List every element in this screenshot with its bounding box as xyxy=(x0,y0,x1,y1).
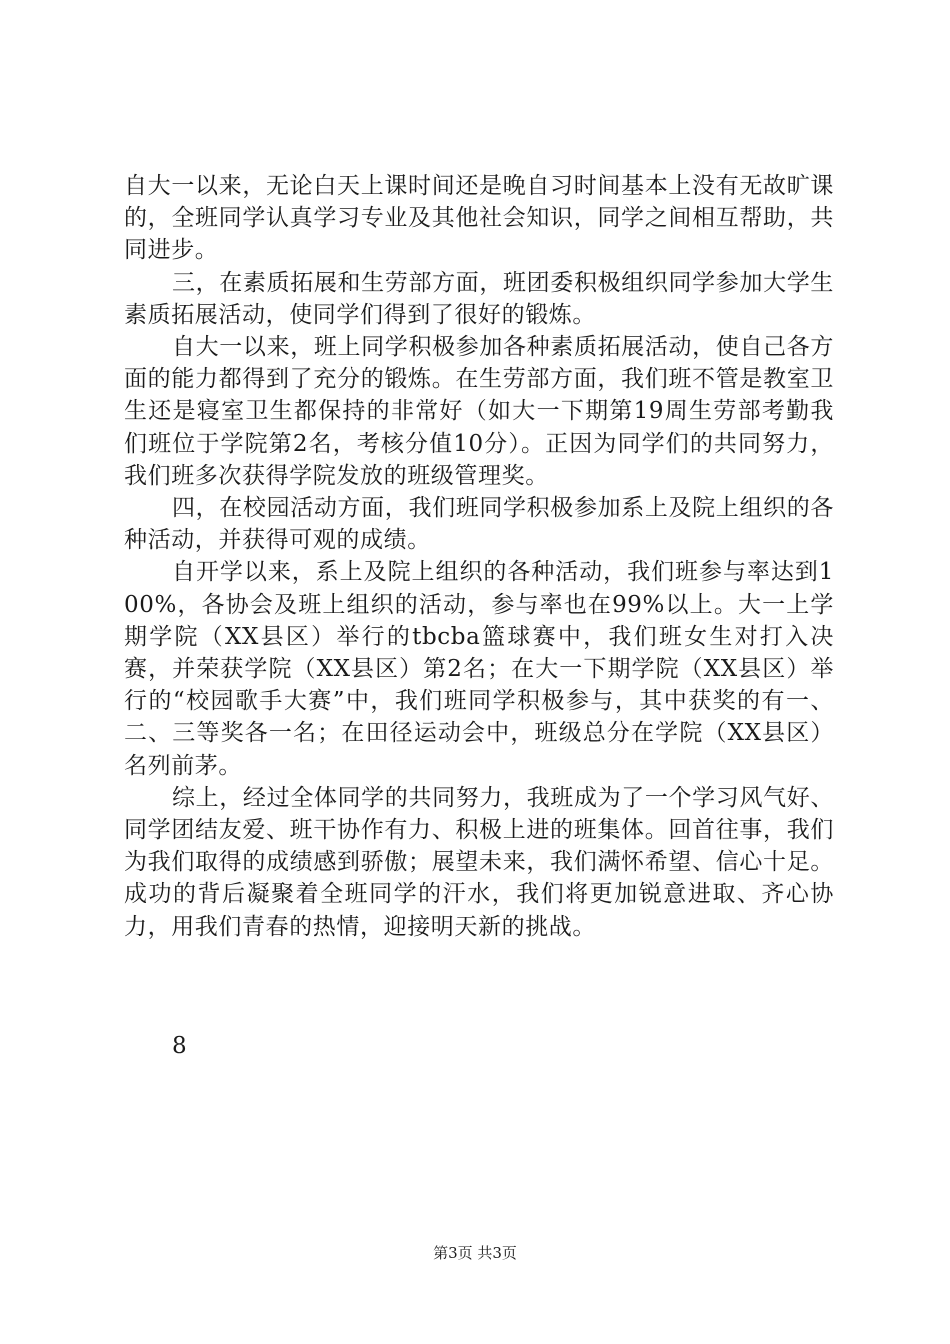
page-number-mark: 8 xyxy=(172,1033,187,1059)
paragraph-campus-activities: 自开学以来，系上及院上组织的各种活动，我们班参与率达到100%，各协会及班上组织的活动，参与率也在99%以上。大一上学期学院（XX县区）举行的tbcba篮球赛中，我们班女生对打入决赛，并荣获学院（XX县区）第2名；在大一下期学院（XX县区）举行的“校园歌手大赛”中，我们班同学积极参与，其中获奖的有一、二、三等奖各一名；在田径运动会中，班级总分在学院（XX县区）名列前茅。 xyxy=(124,559,834,779)
paragraph-conclusion: 综上，经过全体同学的共同努力，我班成为了一个学习风气好、同学团结友爱、班干协作有力、积极上进的班集体。回首往事，我们为我们取得的成绩感到骄傲；展望未来，我们满怀希望、信心十足。成功的背后凝聚着全班同学的汗水，我们将更加锐意进取、齐心协力，用我们青春的热情，迎接明天新的挑战。 xyxy=(124,784,834,940)
document-body xyxy=(124,170,834,943)
paragraph-attendance: 自大一以来，无论白天上课时间还是晚自习时间基本上没有无故旷课的，全班同学认真学习专业及其他社会知识，同学之间相互帮助，共同进步。 xyxy=(124,173,834,264)
paragraph-section-three-heading: 三，在素质拓展和生劳部方面，班团委积极组织同学参加大学生素质拓展活动，使同学们得到了很好的锻炼。 xyxy=(124,269,834,328)
paragraph-section-four-heading: 四，在校园活动方面，我们班同学积极参加系上及院上组织的各种活动，并获得可观的成绩。 xyxy=(124,495,834,554)
page-footer: 第3页 共3页 xyxy=(433,1244,517,1262)
paragraph-quality-expansion: 自大一以来，班上同学积极参加各种素质拓展活动，使自己各方面的能力都得到了充分的锻炼。在生劳部方面，我们班不管是教室卫生还是寝室卫生都保持的非常好（如大一下期第19周生劳部考勤我们班位于学院第2名，考核分值10分）。正因为同学们的共同努力，我们班多次获得学院发放的班级管理奖。 xyxy=(124,334,834,489)
